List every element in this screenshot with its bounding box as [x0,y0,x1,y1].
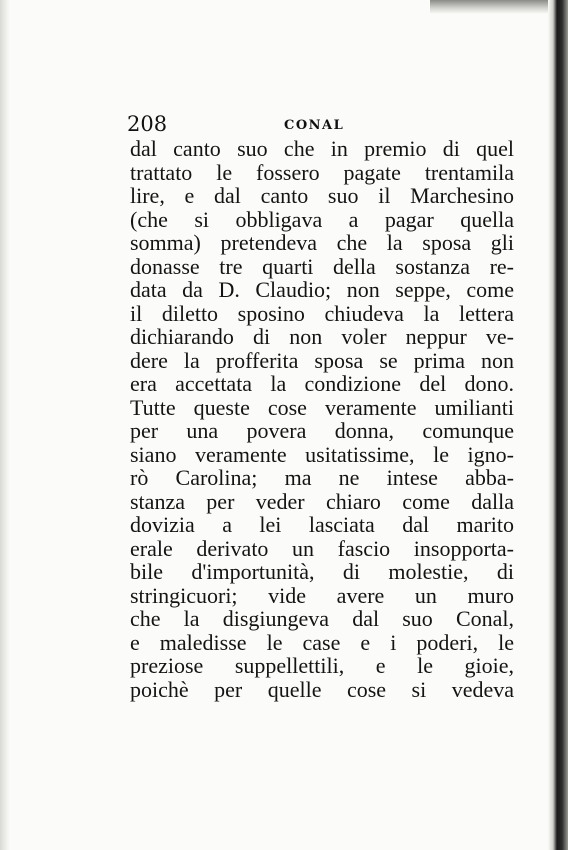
text-line: preziose suppellettili, e le gioie, [130,653,514,678]
text-line: e maledisse le case e i poderi, le [130,629,514,655]
text-line: era accettata la condizione del dono. [130,371,514,396]
text-line: bile d'importunità, di molestie, di [130,559,514,584]
text-line: che la disgiungeva dal suo Conal, [130,606,514,631]
text-line: Tutte queste cose veramente umilianti [130,394,514,420]
text-line: dere la profferita sposa se prima non [130,347,514,373]
text-line: per una povera donna, comunque [130,418,514,443]
text-line: il diletto sposino chiudeva la lettera [130,300,514,326]
text-line: dal canto suo che in premio di quel [130,136,514,161]
text-line: dichiarando di non voler neppur ve- [130,324,514,349]
text-line: dovizia a lei lasciata dal marito [130,512,514,537]
text-line: lire, e dal canto suo il Marchesino [130,183,514,208]
text-line: (che si obbligava a pagar quella [130,206,514,232]
text-line: poichè per quelle cose si vedeva [130,676,514,702]
page-number: 208 [127,112,168,136]
book-spine-gutter [548,0,568,850]
page-top-shadow [430,0,548,14]
page-left-edge-shadow [0,0,10,850]
text-line: erale derivato un fascio insopporta- [130,535,514,561]
running-head [127,112,515,138]
body-text [130,137,514,701]
text-line: stanza per veder chiaro come dalla [130,488,514,514]
text-line: data da D. Claudio; non seppe, come [130,277,514,302]
running-title: CONAL [284,118,345,133]
text-line: somma) pretendeva che la sposa gli [130,230,514,255]
text-line: rò Carolina; ma ne intese abba- [130,465,514,490]
text-line: donasse tre quarti della sostanza re- [130,253,514,279]
text-line: siano veramente usitatissime, le igno- [130,441,514,467]
text-line: stringicuori; vide avere un muro [130,582,514,608]
text-line: trattato le fossero pagate trentamila [130,159,514,185]
